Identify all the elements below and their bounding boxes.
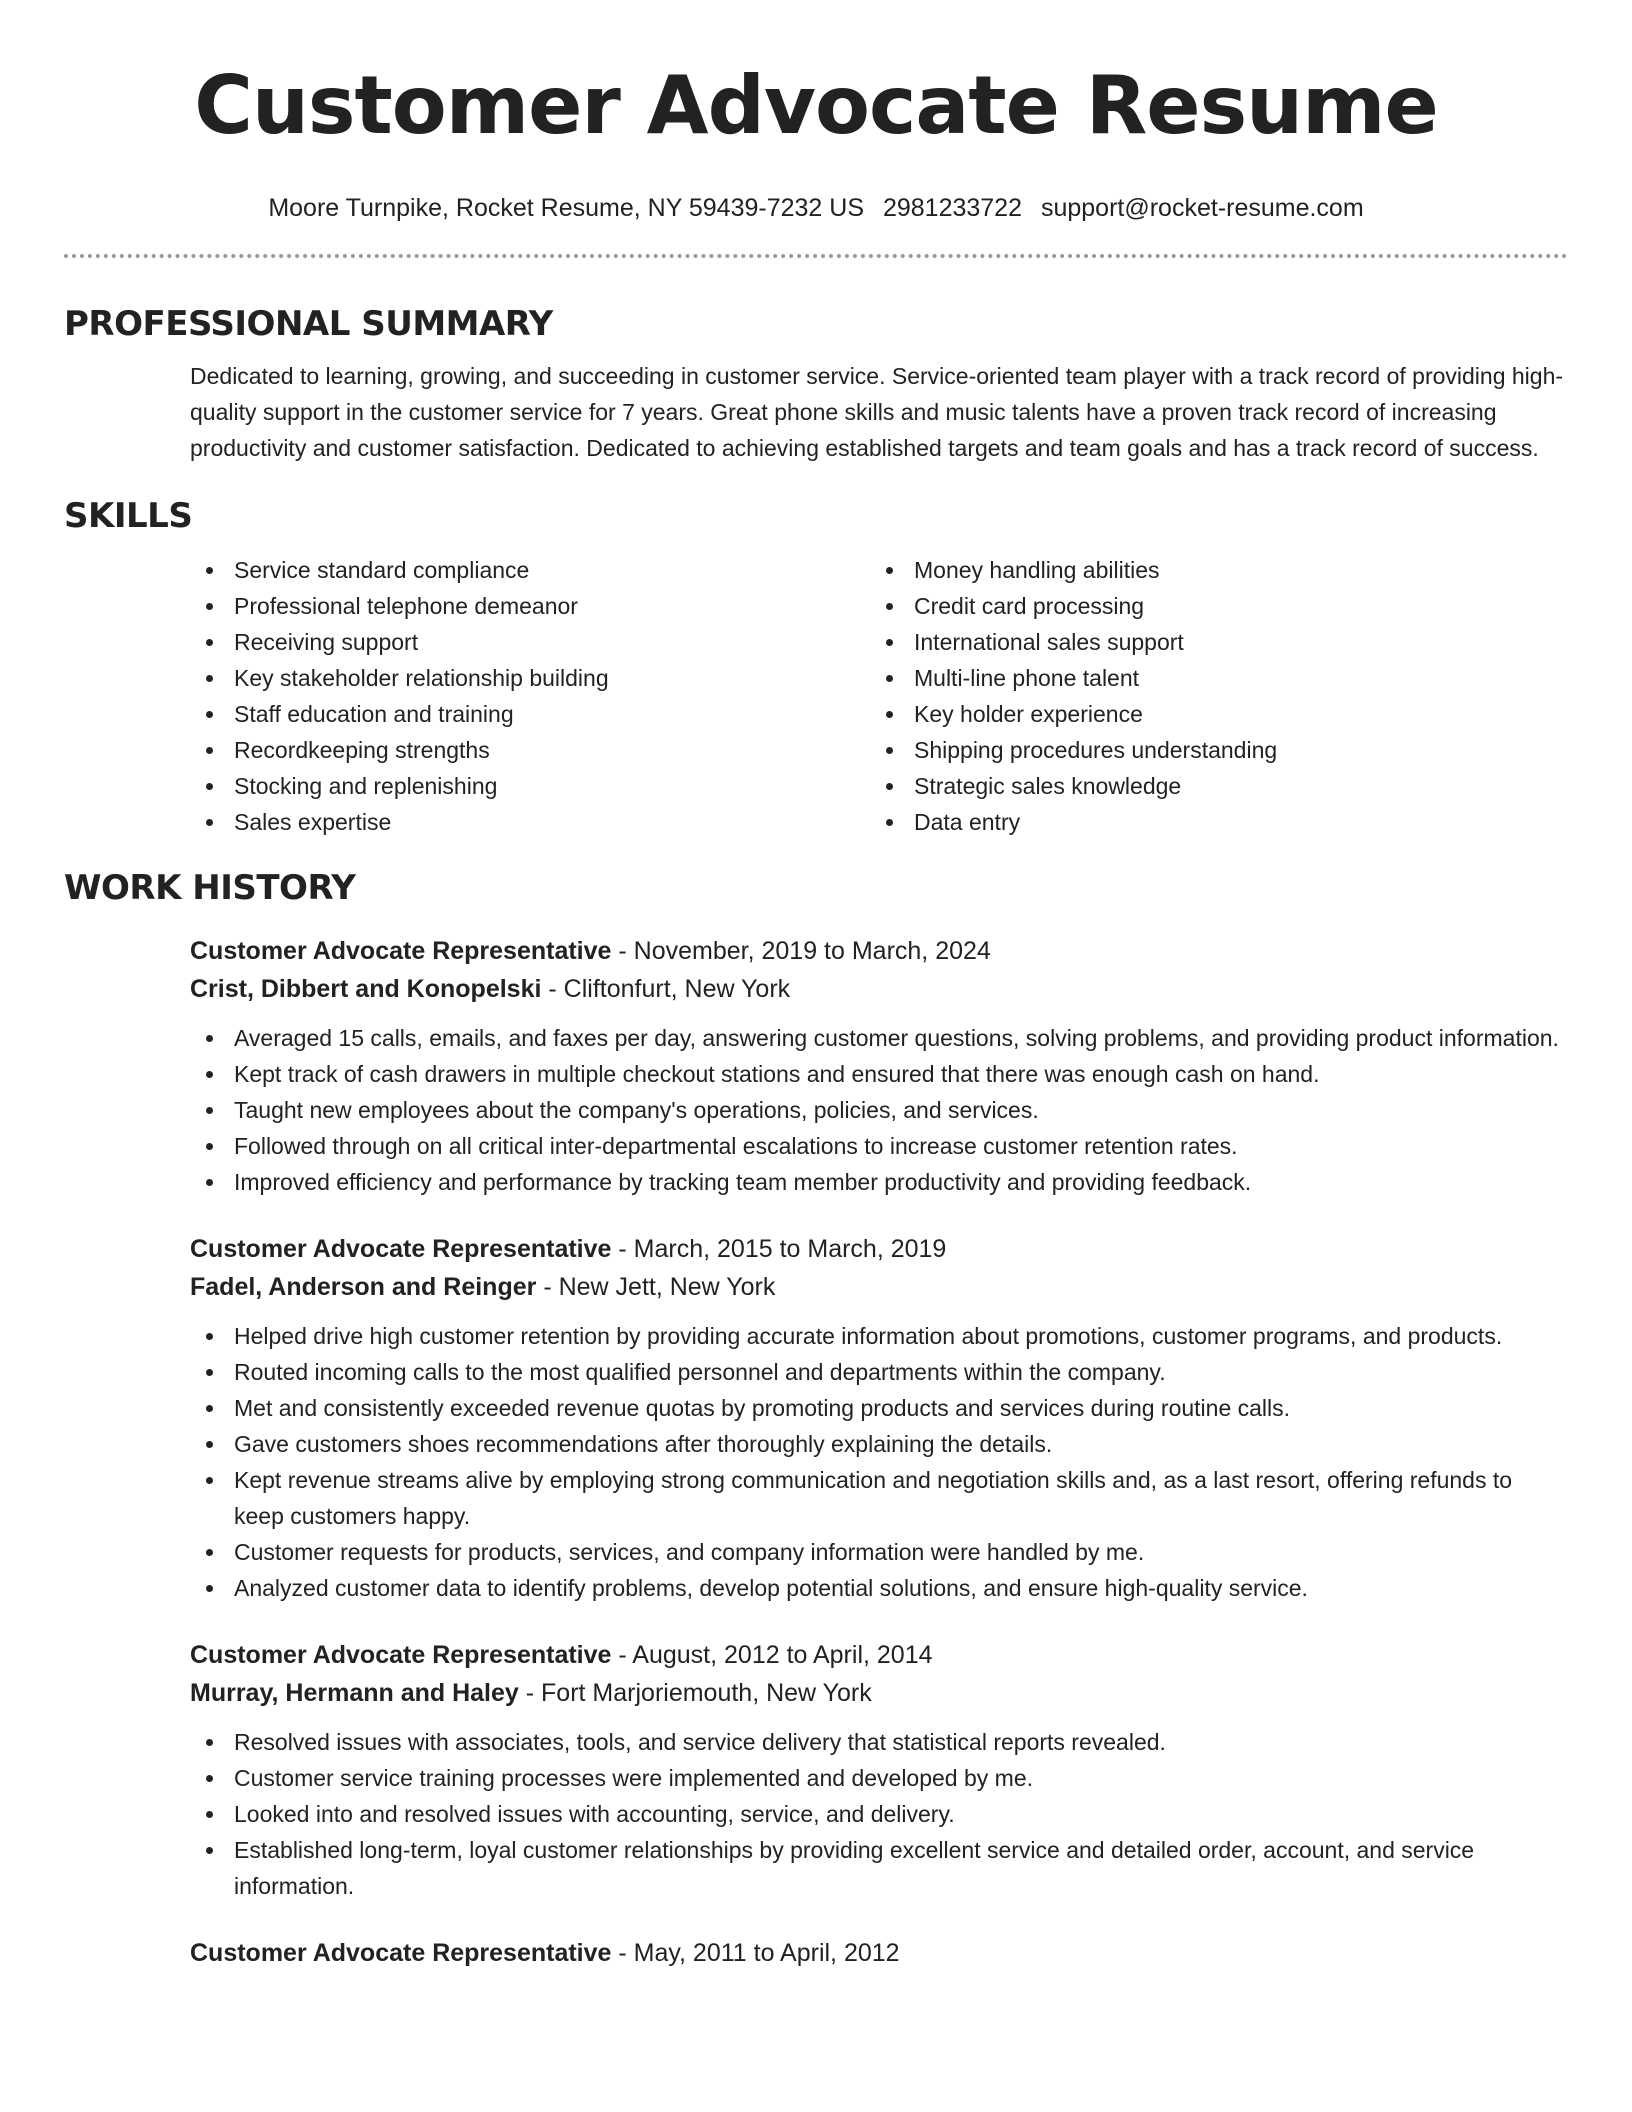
skills-section — [64, 494, 1568, 840]
job-bullet: Improved efficiency and performance by tracking team member productivity and providing feedback. — [190, 1164, 1568, 1200]
contact-line — [64, 192, 1568, 224]
skill-item: Recordkeeping strengths — [190, 732, 870, 768]
skill-item: Credit card processing — [870, 588, 1550, 624]
job-bullet: Analyzed customer data to identify problems, develop potential solutions, and ensure high-quality service. — [190, 1570, 1568, 1606]
summary-text: Dedicated to learning, growing, and succeeding in customer service. Service-oriented team player with a track record of providing high-quality support in the customer service for 7 years. Great phone skills and music talents have a proven track record of increasing productivity and customer satisfaction. Dedicated to achieving established targets and team goals and has a track record of success. — [190, 363, 1564, 461]
skill-item: Service standard compliance — [190, 552, 870, 588]
skill-item: Stocking and replenishing — [190, 768, 870, 804]
job-location: - Fort Marjoriemouth, New York — [525, 1679, 872, 1707]
skill-item: Multi-line phone talent — [870, 660, 1550, 696]
job-bullet: Looked into and resolved issues with accounting, service, and delivery. — [190, 1796, 1568, 1832]
job-bullet: Gave customers shoes recommendations after thoroughly explaining the details. — [190, 1426, 1568, 1462]
resume-page — [64, 0, 1568, 2002]
skill-item: Receiving support — [190, 624, 870, 660]
job-entry — [190, 1230, 1568, 1606]
job-bullets — [190, 1020, 1568, 1200]
contact-phone: 2981233722 — [882, 194, 1022, 222]
job-dates: - November, 2019 to March, 2024 — [618, 937, 991, 965]
job-bullets — [190, 1724, 1568, 1904]
job-title-line — [190, 1636, 1568, 1674]
job-company-line — [190, 1674, 1568, 1712]
job-dates: - August, 2012 to April, 2014 — [618, 1641, 933, 1669]
job-bullet: Taught new employees about the company's operations, policies, and services. — [190, 1092, 1568, 1128]
skill-item: Data entry — [870, 804, 1550, 840]
job-title-line — [190, 1934, 1568, 1972]
job-bullet: Customer service training processes were implemented and developed by me. — [190, 1760, 1568, 1796]
job-company: Crist, Dibbert and Konopelski — [190, 975, 542, 1003]
job-company-line — [190, 1268, 1568, 1306]
summary-section — [64, 302, 1568, 466]
job-title: Customer Advocate Representative — [190, 1641, 612, 1669]
job-bullet: Routed incoming calls to the most qualified personnel and departments within the company. — [190, 1354, 1568, 1390]
job-bullet: Resolved issues with associates, tools, and service delivery that statistical reports revealed. — [190, 1724, 1568, 1760]
job-bullet: Met and consistently exceeded revenue quotas by promoting products and services during routine calls. — [190, 1390, 1568, 1426]
job-company: Murray, Hermann and Haley — [190, 1679, 519, 1707]
job-bullet: Kept revenue streams alive by employing strong communication and negotiation skills and, as a last resort, offering refunds to keep customers happy. — [190, 1462, 1568, 1534]
work-heading: WORK HISTORY — [64, 868, 356, 908]
job-bullet: Kept track of cash drawers in multiple checkout stations and ensured that there was enough cash on hand. — [190, 1056, 1568, 1092]
summary-heading: PROFESSIONAL SUMMARY — [64, 304, 553, 344]
job-dates: - March, 2015 to March, 2019 — [618, 1235, 947, 1263]
job-company: Fadel, Anderson and Reinger — [190, 1273, 537, 1301]
resume-title: Customer Advocate Resume — [194, 59, 1438, 152]
job-title-line — [190, 1230, 1568, 1268]
job-entry — [190, 1636, 1568, 1904]
job-entry — [190, 1934, 1568, 1972]
skill-item: International sales support — [870, 624, 1550, 660]
skills-left-column — [190, 552, 870, 840]
job-title: Customer Advocate Representative — [190, 937, 612, 965]
job-location: - New Jett, New York — [543, 1273, 776, 1301]
job-location: - Cliftonfurt, New York — [548, 975, 791, 1003]
job-company-line — [190, 970, 1568, 1008]
skills-grid — [190, 552, 1568, 840]
job-title-line — [190, 932, 1568, 970]
job-bullets — [190, 1318, 1568, 1606]
skills-heading: SKILLS — [64, 496, 193, 536]
job-title: Customer Advocate Representative — [190, 1939, 612, 1967]
skill-item: Key holder experience — [870, 696, 1550, 732]
skill-item: Sales expertise — [190, 804, 870, 840]
job-bullet: Customer requests for products, services, and company information were handled by me. — [190, 1534, 1568, 1570]
job-bullet: Averaged 15 calls, emails, and faxes per day, answering customer questions, solving problems, and providing product information. — [190, 1020, 1568, 1056]
skill-item: Staff education and training — [190, 696, 870, 732]
skill-item: Key stakeholder relationship building — [190, 660, 870, 696]
contact-email: support@rocket-resume.com — [1040, 194, 1364, 222]
skill-item: Professional telephone demeanor — [190, 588, 870, 624]
job-entry — [190, 932, 1568, 1200]
job-title: Customer Advocate Representative — [190, 1235, 612, 1263]
skills-right-column — [870, 552, 1550, 840]
skill-item: Strategic sales knowledge — [870, 768, 1550, 804]
contact-address: Moore Turnpike, Rocket Resume, NY 59439-7232 US — [268, 194, 864, 222]
header-divider — [64, 254, 1568, 258]
skill-item: Money handling abilities — [870, 552, 1550, 588]
job-bullet: Followed through on all critical inter-departmental escalations to increase customer retention rates. — [190, 1128, 1568, 1164]
work-section — [64, 866, 1568, 1972]
job-bullet: Established long-term, loyal customer relationships by providing excellent service and detailed order, account, and service information. — [190, 1832, 1568, 1904]
job-bullet: Helped drive high customer retention by providing accurate information about promotions, customer programs, and products. — [190, 1318, 1568, 1354]
job-dates: - May, 2011 to April, 2012 — [618, 1939, 900, 1967]
skill-item: Shipping procedures understanding — [870, 732, 1550, 768]
